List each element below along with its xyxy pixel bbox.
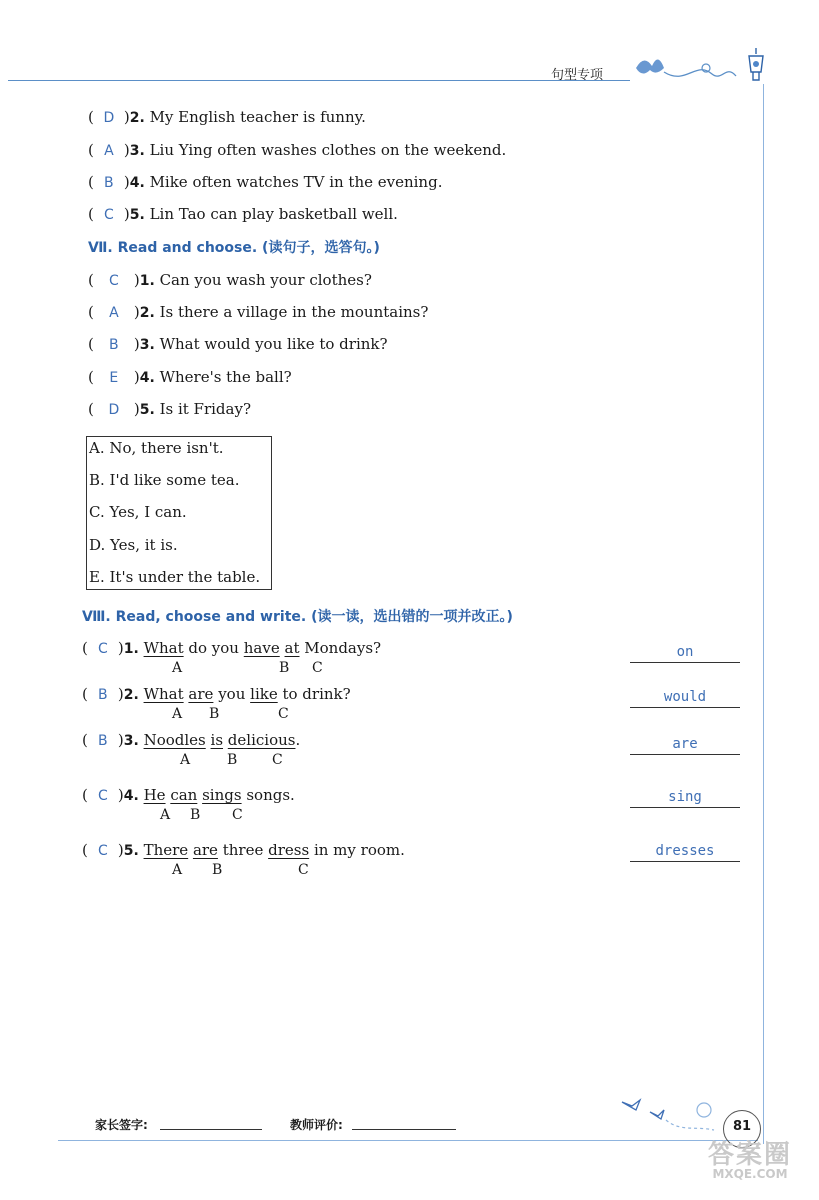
paren: ( <box>88 271 94 289</box>
item-text: Can you wash your clothes? <box>159 271 372 289</box>
option-letter: A <box>172 862 183 878</box>
option-letter: C <box>232 807 243 823</box>
option-item: C. Yes, I can. <box>89 503 187 521</box>
paren: ) <box>117 731 124 749</box>
item-number: 3. <box>123 733 139 749</box>
item-text: Is there a village in the mountains? <box>159 303 429 321</box>
section-title: Ⅷ. Read, choose and write. (读一读，选出错的一项并改正。) <box>82 609 513 625</box>
list-item <box>88 108 366 126</box>
paren: ) <box>123 141 130 159</box>
watermark-cn: 答案圈 <box>707 1140 792 1170</box>
item-text: Liu Ying often washes clothes on the weekend. <box>149 141 507 159</box>
answer: B <box>109 337 119 353</box>
paren: ( <box>82 685 88 703</box>
answer: C <box>108 273 119 289</box>
paren: ( <box>88 400 94 418</box>
plain-text: in my room. <box>313 841 405 859</box>
section-title: Ⅶ. Read and choose. (读句子，选答句。) <box>88 240 380 256</box>
list-item <box>88 173 442 191</box>
list-item <box>82 841 405 859</box>
option-letter: B <box>279 660 290 676</box>
paren: ( <box>88 368 94 386</box>
paren: ( <box>82 639 88 657</box>
plain-text: . <box>295 731 301 749</box>
paren: ) <box>123 108 130 126</box>
item-text: My English teacher is funny. <box>149 108 366 126</box>
item-number: 5. <box>129 207 145 223</box>
option-word-a: What <box>143 639 184 657</box>
option-item: E. It's under the table. <box>89 568 261 586</box>
item-text: Where's the ball? <box>159 368 292 386</box>
item-number: 1. <box>123 641 139 657</box>
paren: ( <box>88 303 94 321</box>
header-title: 句型专项 <box>551 68 604 83</box>
paren: ) <box>117 841 124 859</box>
paren: ( <box>88 205 94 223</box>
option-letter: C <box>298 862 309 878</box>
list-item <box>88 141 506 159</box>
teacher-eval-label: 教师评价: <box>290 1118 343 1132</box>
right-margin-rule <box>763 84 764 1144</box>
answer: A <box>109 305 119 321</box>
answer: D <box>103 110 115 126</box>
header-rule <box>8 80 630 81</box>
correction-blank[interactable]: sing <box>630 789 740 808</box>
option-word-c: delicious <box>227 731 296 749</box>
paren: ( <box>82 841 88 859</box>
list-item <box>82 731 300 749</box>
paren: ( <box>88 108 94 126</box>
item-number: 2. <box>139 305 155 321</box>
option-word-b: is <box>210 731 224 749</box>
parent-sign-label: 家长签字: <box>95 1118 148 1132</box>
option-word-a: What <box>143 685 184 703</box>
option-letter: A <box>172 660 183 676</box>
option-word-b: can <box>170 786 198 804</box>
paren: ( <box>82 786 88 804</box>
answer: C <box>103 207 114 223</box>
watermark-en: MXQE.COM <box>712 1167 788 1181</box>
parent-sign-field[interactable] <box>160 1115 262 1130</box>
answer: B <box>98 687 108 703</box>
paren: ) <box>133 368 140 386</box>
option-word-b: have <box>243 639 280 657</box>
option-letter: A <box>160 807 171 823</box>
item-number: 5. <box>123 843 139 859</box>
list-item <box>82 685 351 703</box>
list-item <box>82 786 295 804</box>
paren: ( <box>88 141 94 159</box>
correction-blank[interactable]: dresses <box>630 843 740 862</box>
item-number: 4. <box>123 788 139 804</box>
option-letter: A <box>172 706 183 722</box>
watermark <box>690 1134 810 1181</box>
option-word-a: Noodles <box>143 731 206 749</box>
plain-text: songs. <box>246 786 295 804</box>
item-text: Is it Friday? <box>159 400 251 418</box>
option-letter: B <box>227 752 238 768</box>
list-item <box>88 368 292 386</box>
option-word-a: There <box>143 841 189 859</box>
paren: ) <box>123 205 130 223</box>
answer: E <box>109 370 119 386</box>
option-letter: B <box>212 862 223 878</box>
plain-text: to drink? <box>282 685 351 703</box>
item-number: 2. <box>129 110 145 126</box>
answer: D <box>108 402 120 418</box>
page-number: 81 <box>732 1119 752 1134</box>
option-letter: C <box>312 660 323 676</box>
paren: ) <box>133 335 140 353</box>
list-item <box>88 205 398 223</box>
option-letter: C <box>278 706 289 722</box>
option-letter: C <box>272 752 283 768</box>
paren: ) <box>133 303 140 321</box>
option-word-c: at <box>284 639 300 657</box>
option-letter: B <box>209 706 220 722</box>
list-item <box>88 400 251 418</box>
option-word-b: are <box>192 841 218 859</box>
correction-blank[interactable]: would <box>630 689 740 708</box>
option-word-c: dress <box>268 841 310 859</box>
paren: ) <box>117 786 124 804</box>
paren: ) <box>133 271 140 289</box>
option-item: A. No, there isn't. <box>89 439 224 457</box>
paren: ( <box>88 335 94 353</box>
paren: ( <box>88 173 94 191</box>
item-text: What would you like to drink? <box>159 335 388 353</box>
answer: B <box>98 733 108 749</box>
paren: ) <box>133 400 140 418</box>
item-text: Mike often watches TV in the evening. <box>149 173 443 191</box>
paren: ) <box>117 639 124 657</box>
footer-rule <box>58 1140 758 1141</box>
answer: A <box>104 143 114 159</box>
lamp-icon <box>744 46 768 86</box>
option-letter: A <box>180 752 191 768</box>
option-word-c: like <box>250 685 278 703</box>
paren: ) <box>117 685 124 703</box>
item-number: 4. <box>139 370 155 386</box>
plain-text: Mondays? <box>304 639 382 657</box>
list-item <box>88 303 428 321</box>
option-letter: B <box>190 807 201 823</box>
answer: C <box>97 788 108 804</box>
item-number: 4. <box>129 175 145 191</box>
option-word-c: sings <box>202 786 242 804</box>
item-number: 2. <box>123 687 139 703</box>
options-box <box>86 436 272 590</box>
option-item: B. I'd like some tea. <box>89 471 240 489</box>
teacher-eval-field[interactable] <box>352 1115 456 1130</box>
plain-text: you <box>218 685 246 703</box>
item-text: Lin Tao can play basketball well. <box>149 205 398 223</box>
correction-blank[interactable]: on <box>630 644 740 663</box>
item-number: 5. <box>139 402 155 418</box>
correction-blank[interactable]: are <box>630 736 740 755</box>
item-number: 3. <box>129 143 145 159</box>
plain-text: three <box>222 841 264 859</box>
option-item: D. Yes, it is. <box>89 536 178 554</box>
plain-text: do you <box>188 639 239 657</box>
list-item <box>88 335 388 353</box>
item-number: 3. <box>139 337 155 353</box>
list-item <box>88 271 372 289</box>
item-number: 1. <box>139 273 155 289</box>
paren: ( <box>82 731 88 749</box>
paren: ) <box>123 173 130 191</box>
answer: B <box>104 175 114 191</box>
answer: C <box>97 641 108 657</box>
option-word-a: He <box>143 786 166 804</box>
option-word-b: are <box>188 685 214 703</box>
answer: C <box>97 843 108 859</box>
bird-icon <box>618 1092 728 1140</box>
list-item <box>82 639 381 657</box>
